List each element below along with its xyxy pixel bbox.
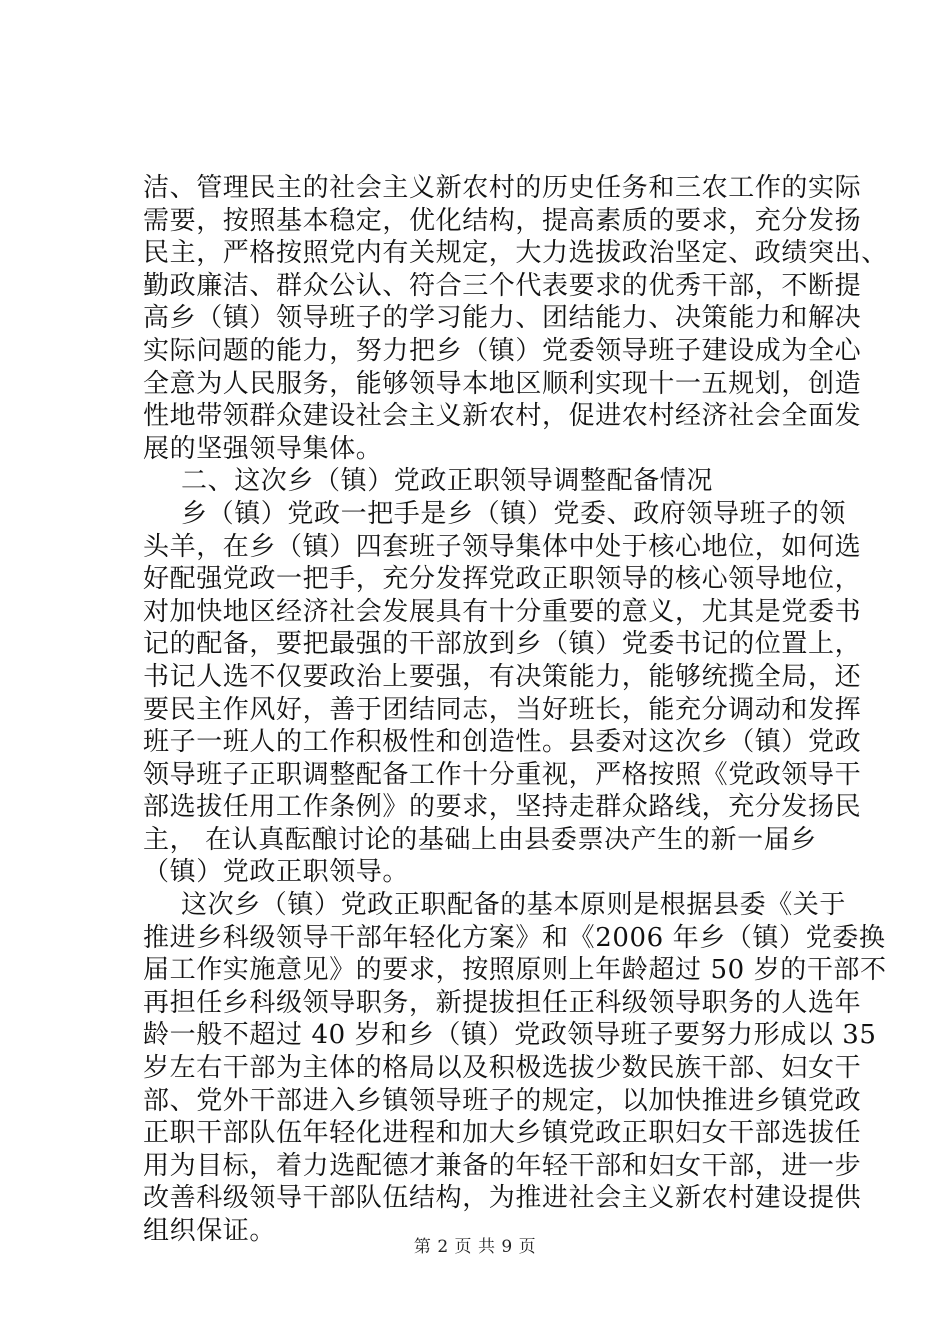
- text-line: 推进乡科级领导干部年轻化方案》和《2006 年乡（镇）党委换: [143, 922, 886, 953]
- text-line: 好配强党政一把手，充分发挥党政正职领导的核心领导地位，: [143, 564, 862, 595]
- text-line: 头羊，在乡（镇）四套班子领导集体中处于核心地位，如何选: [143, 531, 862, 562]
- text-line: 部选拔任用工作条例》的要求，坚持走群众路线，充分发扬民: [143, 792, 862, 823]
- text-line: 洁、管理民主的社会主义新农村的历史任务和三农工作的实际: [143, 173, 862, 203]
- text-line: 改善科级领导干部队伍结构，为推进社会主义新农村建设提供: [143, 1183, 862, 1214]
- text-line: 要民主作风好，善于团结同志，当好班长，能充分调动和发挥: [143, 694, 862, 725]
- text-line: 记的配备，要把最强的干部放到乡（镇）党委书记的位置上，: [143, 629, 862, 660]
- text-line: 龄一般不超过 40 岁和乡（镇）党政领导班子要努力形成以 35: [143, 1020, 877, 1051]
- text-line: 展的坚强领导集体。: [143, 433, 383, 464]
- text-line: 性地带领群众建设社会主义新农村，促进农村经济社会全面发: [143, 401, 862, 432]
- text-line: 乡（镇）党政一把手是乡（镇）党委、政府领导班子的领: [181, 498, 847, 529]
- text-line: 组织保证。: [143, 1216, 277, 1246]
- text-line: （镇）党政正职领导。: [143, 857, 410, 888]
- text-line: 岁左右干部为主体的格局以及积极选拔少数民族干部、妇女干: [143, 1053, 862, 1084]
- text-line: 再担任乡科级领导职务，新提拔担任正科级领导职务的人选年: [143, 987, 862, 1018]
- text-line: 届工作实施意见》的要求，按照原则上年龄超过 50 岁的干部不: [143, 955, 887, 986]
- text-line: 部、党外干部进入乡镇领导班子的规定，以加快推进乡镇党政: [143, 1085, 862, 1116]
- text-line: 民主，严格按照党内有关规定，大力选拔政治坚定、政绩突出、: [143, 238, 888, 269]
- document-body: [143, 172, 888, 1248]
- text-line: 全意为人民服务，能够领导本地区顺利实现十一五规划，创造: [143, 368, 862, 399]
- text-line: 书记人选不仅要政治上要强，有决策能力，能够统揽全局，还: [143, 661, 862, 692]
- page-number-footer: 第 2 页 共 9 页: [413, 1237, 537, 1257]
- text-line: 正职干部队伍年轻化进程和加大乡镇党政正职妇女干部选拔任: [143, 1118, 862, 1149]
- text-line: 对加快地区经济社会发展具有十分重要的意义，尤其是党委书: [143, 596, 862, 627]
- text-line: 二、这次乡（镇）党政正职领导调整配备情况: [181, 466, 714, 497]
- text-line: 勤政廉洁、群众公认、符合三个代表要求的优秀干部，不断提: [143, 270, 862, 301]
- text-line: 用为目标，着力选配德才兼备的年轻干部和妇女干部，进一步: [143, 1150, 862, 1181]
- text-line: 高乡（镇）领导班子的学习能力、团结能力、决策能力和解决: [143, 303, 862, 334]
- text-line: 班子一班人的工作积极性和创造性。县委对这次乡（镇）党政: [143, 727, 862, 758]
- text-line: 需要，按照基本稳定，优化结构，提高素质的要求，充分发扬: [143, 205, 862, 236]
- text-line: 主， 在认真酝酿讨论的基础上由县委票决产生的新一届乡: [143, 824, 817, 855]
- text-line: 实际问题的能力，努力把乡（镇）党委领导班子建设成为全心: [143, 335, 862, 366]
- text-line: 领导班子正职调整配备工作十分重视，严格按照《党政领导干: [143, 759, 862, 790]
- text-line: 这次乡（镇）党政正职配备的基本原则是根据县委《关于: [181, 890, 847, 921]
